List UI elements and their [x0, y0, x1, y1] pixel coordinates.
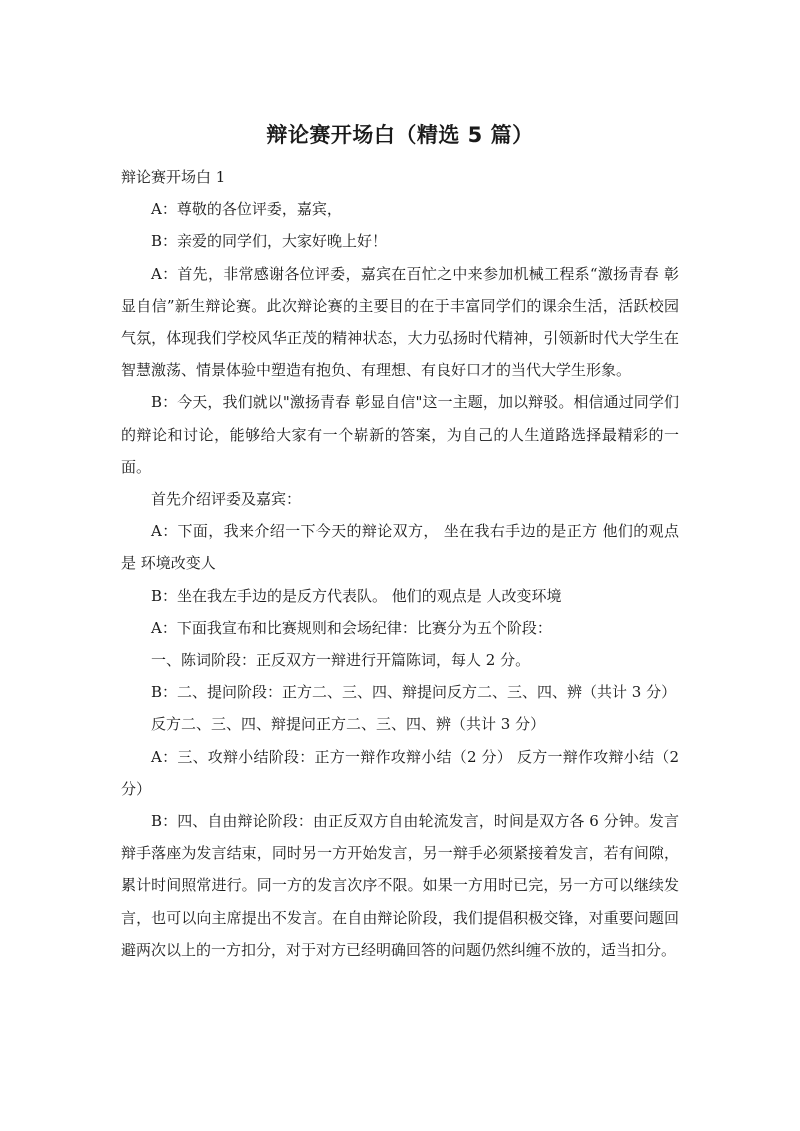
paragraph: 反方二、三、四、辩提问正方二、三、四、辨（共计 3 分）: [151, 715, 546, 734]
paragraph: 首先介绍评委及嘉宾：: [151, 490, 302, 509]
paragraph: 辩论赛开场白 1: [121, 168, 226, 186]
paragraph: 一、陈词阶段：正反双方一辩进行开篇陈词，每人 2 分。: [151, 651, 531, 670]
paragraph: A：下面我宣布和比赛规则和会场纪律：比赛分为五个阶段：: [151, 618, 552, 637]
paragraph: A：下面，我来介绍一下今天的辩论双方， 坐在我右手边的是正方 他们的观点是 环境改变人: [121, 522, 679, 573]
paragraph: B：今天，我们就以"激扬青春 彰显自信"这一主题，加以辩驳。相信通过同学们的辩论和讨论，能够给大家有一个崭新的答案，为自己的人生道路选择最精彩的一面。: [121, 393, 679, 476]
paragraph: B：四、自由辩论阶段：由正反双方自由轮流发言，时间是双方各 6 分钟。发言辩手落座为发言结束，同时另一方开始发言，另一辩手必须紧接着发言，若有间隙，累计时间照常进行。同一方的发言次序不限。如果一方用时已完，另一方可以继续发言，也可以向主席提出不发言。在自由辩论阶段，我们提倡积极交锋，对重要问题回避两次以上的一方扣分，对于对方已经明确回答的问题仍然纠缠不放的，适当扣分。: [121, 812, 679, 959]
paragraph: B：二、提问阶段：正方二、三、四、辩提问反方二、三、四、辨（共计 3 分）: [151, 683, 677, 702]
paragraph: B：亲爱的同学们，大家好晚上好！: [151, 232, 388, 251]
paragraph: A：尊敬的各位评委，嘉宾，: [151, 200, 342, 219]
paragraph: B：坐在我左手边的是反方代表队。 他们的观点是 人改变环境: [151, 586, 562, 605]
paragraph: A：三、攻辩小结阶段：正方一辩作攻辩小结（2 分） 反方一辩作攻辩小结（2 分）: [121, 747, 679, 798]
paragraph: A：首先，非常感谢各位评委，嘉宾在百忙之中来参加机械工程系“激扬青春 彰显自信”新生辩论赛。此次辩论赛的主要目的在于丰富同学们的课余生活，活跃校园气氛，体现我们学校风华正茂的精神状态，大力弘扬时代精神，引领新时代大学生在智慧激荡、情景体验中塑造有抱负、有理想、有良好口才的当代大学生形象。: [121, 264, 679, 380]
document-title: 辩论赛开场白（精选 5 篇）: [266, 123, 534, 147]
document-body: [121, 161, 679, 966]
